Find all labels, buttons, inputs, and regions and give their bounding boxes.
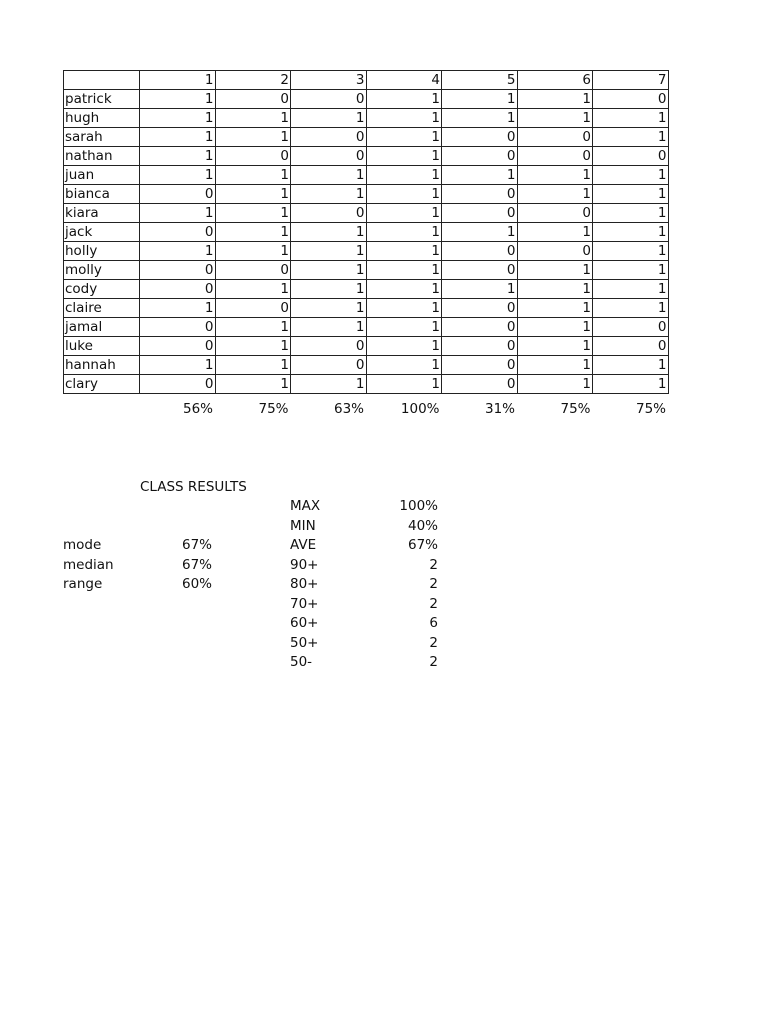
stat-value: 2 [429,556,438,573]
score-cell: 1 [140,90,216,109]
score-cell: 1 [366,223,442,242]
score-cell: 0 [593,318,669,337]
table-row [64,185,669,204]
table-row [64,242,669,261]
score-cell: 1 [593,128,669,147]
column-header: 1 [140,71,216,90]
score-cell: 1 [366,109,442,128]
column-percent: 75% [258,401,289,417]
score-cell: 1 [215,242,291,261]
table-row [64,90,669,109]
score-cell: 0 [291,147,367,166]
stat-value: 67% [181,556,212,573]
table-row [64,128,669,147]
table-row [64,299,669,318]
student-name: cody [64,280,140,299]
score-cell: 1 [517,261,593,280]
score-cell: 0 [140,318,216,337]
score-cell: 1 [366,242,442,261]
score-cell: 1 [140,242,216,261]
score-cell: 0 [140,185,216,204]
score-cell: 1 [215,185,291,204]
score-cell: 0 [140,337,216,356]
column-percent: 63% [333,401,364,417]
student-name: molly [64,261,140,280]
score-cell: 1 [215,337,291,356]
table-row [64,261,669,280]
score-cell: 1 [215,223,291,242]
score-cell: 1 [366,128,442,147]
score-cell: 0 [291,337,367,356]
score-cell: 0 [442,261,518,280]
stat-value: 60% [181,576,212,592]
student-name: sarah [64,128,140,147]
score-cell: 1 [366,261,442,280]
table-row [64,223,669,242]
score-cell: 0 [140,280,216,299]
score-cell: 1 [442,109,518,128]
score-cell: 1 [291,109,367,128]
score-cell: 0 [593,337,669,356]
student-name: nathan [64,147,140,166]
score-cell: 0 [291,204,367,223]
table-row [64,356,669,375]
student-name: hugh [64,109,140,128]
student-name: hannah [64,356,140,375]
score-cell: 1 [442,223,518,242]
score-cell: 0 [442,204,518,223]
student-name: bianca [64,185,140,204]
stat-value: 67% [181,537,212,553]
stat-label: MIN [290,517,316,534]
score-cell: 1 [140,299,216,318]
score-cell: 1 [291,223,367,242]
score-cell: 0 [140,223,216,242]
stat-value: 2 [429,576,438,592]
student-name: clary [64,375,140,394]
score-cell: 1 [593,185,669,204]
column-header: 5 [442,71,518,90]
student-name: juan [64,166,140,185]
stat-value: 6 [429,615,438,631]
column-header: 7 [593,71,669,90]
score-cell: 1 [140,128,216,147]
score-cell: 0 [215,147,291,166]
score-cell: 1 [517,356,593,375]
score-cell: 0 [517,128,593,147]
student-name: claire [64,299,140,318]
score-cell: 0 [140,261,216,280]
score-cell: 1 [215,128,291,147]
stat-value: 40% [407,517,438,534]
score-cell: 1 [593,223,669,242]
stat-label: mode [63,537,102,553]
score-cell: 1 [517,337,593,356]
score-cell: 1 [140,147,216,166]
score-cell: 1 [442,90,518,109]
score-cell: 0 [215,261,291,280]
score-cell: 0 [442,128,518,147]
score-cell: 1 [215,280,291,299]
score-cell: 0 [517,242,593,261]
column-percent: 100% [400,401,440,417]
score-cell: 0 [442,185,518,204]
score-cell: 1 [593,261,669,280]
stat-label: AVE [290,537,317,553]
score-cell: 1 [291,299,367,318]
table-row [64,109,669,128]
score-cell: 1 [517,223,593,242]
score-cell: 1 [366,147,442,166]
score-grid [63,70,669,394]
score-cell: 1 [291,280,367,299]
score-cell: 1 [442,280,518,299]
student-name: kiara [64,204,140,223]
score-cell: 1 [593,356,669,375]
column-header: 2 [215,71,291,90]
score-cell: 1 [366,318,442,337]
score-cell: 1 [291,242,367,261]
header-row [64,71,669,90]
student-name: holly [64,242,140,261]
score-cell: 1 [593,166,669,185]
score-cell: 1 [215,318,291,337]
score-cell: 1 [366,356,442,375]
score-cell: 0 [442,242,518,261]
column-percent: 75% [560,401,591,417]
student-name: luke [64,337,140,356]
table-row [64,318,669,337]
score-cell: 1 [366,375,442,394]
score-cell: 1 [517,109,593,128]
stat-label: 90+ [290,556,319,573]
score-cell: 0 [215,90,291,109]
stat-label: median [63,556,114,573]
stat-value: 2 [429,654,438,670]
score-cell: 1 [593,280,669,299]
score-cell: 0 [442,147,518,166]
score-cell: 1 [517,375,593,394]
score-cell: 1 [593,299,669,318]
student-name: patrick [64,90,140,109]
score-cell: 1 [593,109,669,128]
score-cell: 1 [291,261,367,280]
score-cell: 1 [517,166,593,185]
stat-label: 60+ [290,615,319,631]
score-cell: 1 [366,299,442,318]
stat-label: MAX [290,498,321,514]
stat-value: 100% [399,498,438,514]
score-cell: 1 [517,318,593,337]
table-row [64,147,669,166]
score-cell: 1 [517,90,593,109]
table-row [64,166,669,185]
score-cell: 1 [517,280,593,299]
score-cell: 0 [517,147,593,166]
score-cell: 1 [140,356,216,375]
score-cell: 1 [215,356,291,375]
score-cell: 1 [291,318,367,337]
stat-value: 2 [429,595,438,612]
score-cell: 1 [517,185,593,204]
score-cell: 1 [442,166,518,185]
score-cell: 0 [291,356,367,375]
stat-value: 67% [407,537,438,553]
score-cell: 0 [140,375,216,394]
score-cell: 0 [517,204,593,223]
score-cell: 0 [593,147,669,166]
score-cell: 1 [593,204,669,223]
corner-cell [64,71,140,90]
column-percent: 75% [635,401,666,417]
stat-label: 70+ [290,595,319,612]
stat-label: range [63,576,103,592]
score-cell: 0 [442,337,518,356]
student-name: jamal [64,318,140,337]
column-percent: 31% [484,401,515,417]
score-cell: 0 [291,128,367,147]
table-row [64,280,669,299]
student-name: jack [64,223,140,242]
table-row [64,337,669,356]
score-cell: 1 [517,299,593,318]
score-cell: 0 [442,356,518,375]
score-cell: 1 [291,166,367,185]
column-header: 4 [366,71,442,90]
score-cell: 1 [140,166,216,185]
score-cell: 1 [366,90,442,109]
stat-label: 80+ [290,576,319,592]
score-cell: 1 [366,204,442,223]
score-cell: 0 [215,299,291,318]
score-cell: 0 [442,375,518,394]
table-row [64,204,669,223]
stat-value: 2 [429,634,438,651]
score-cell: 0 [593,90,669,109]
score-cell: 1 [291,185,367,204]
column-percent: 56% [182,401,213,417]
score-cell: 1 [215,375,291,394]
column-header: 6 [517,71,593,90]
score-cell: 1 [140,204,216,223]
stat-label: 50- [290,654,313,670]
score-cell: 1 [291,375,367,394]
table-row [64,375,669,394]
score-cell: 1 [215,166,291,185]
score-cell: 0 [442,318,518,337]
score-cell: 1 [366,337,442,356]
score-cell: 1 [366,185,442,204]
score-cell: 0 [291,90,367,109]
score-cell: 1 [366,166,442,185]
score-cell: 0 [442,299,518,318]
score-cell: 1 [215,204,291,223]
score-cell: 1 [215,109,291,128]
score-cell: 1 [593,375,669,394]
class-results-title: CLASS RESULTS [140,479,247,495]
score-cell: 1 [140,109,216,128]
column-header: 3 [291,71,367,90]
score-cell: 1 [366,280,442,299]
stat-label: 50+ [290,634,319,651]
score-cell: 1 [593,242,669,261]
